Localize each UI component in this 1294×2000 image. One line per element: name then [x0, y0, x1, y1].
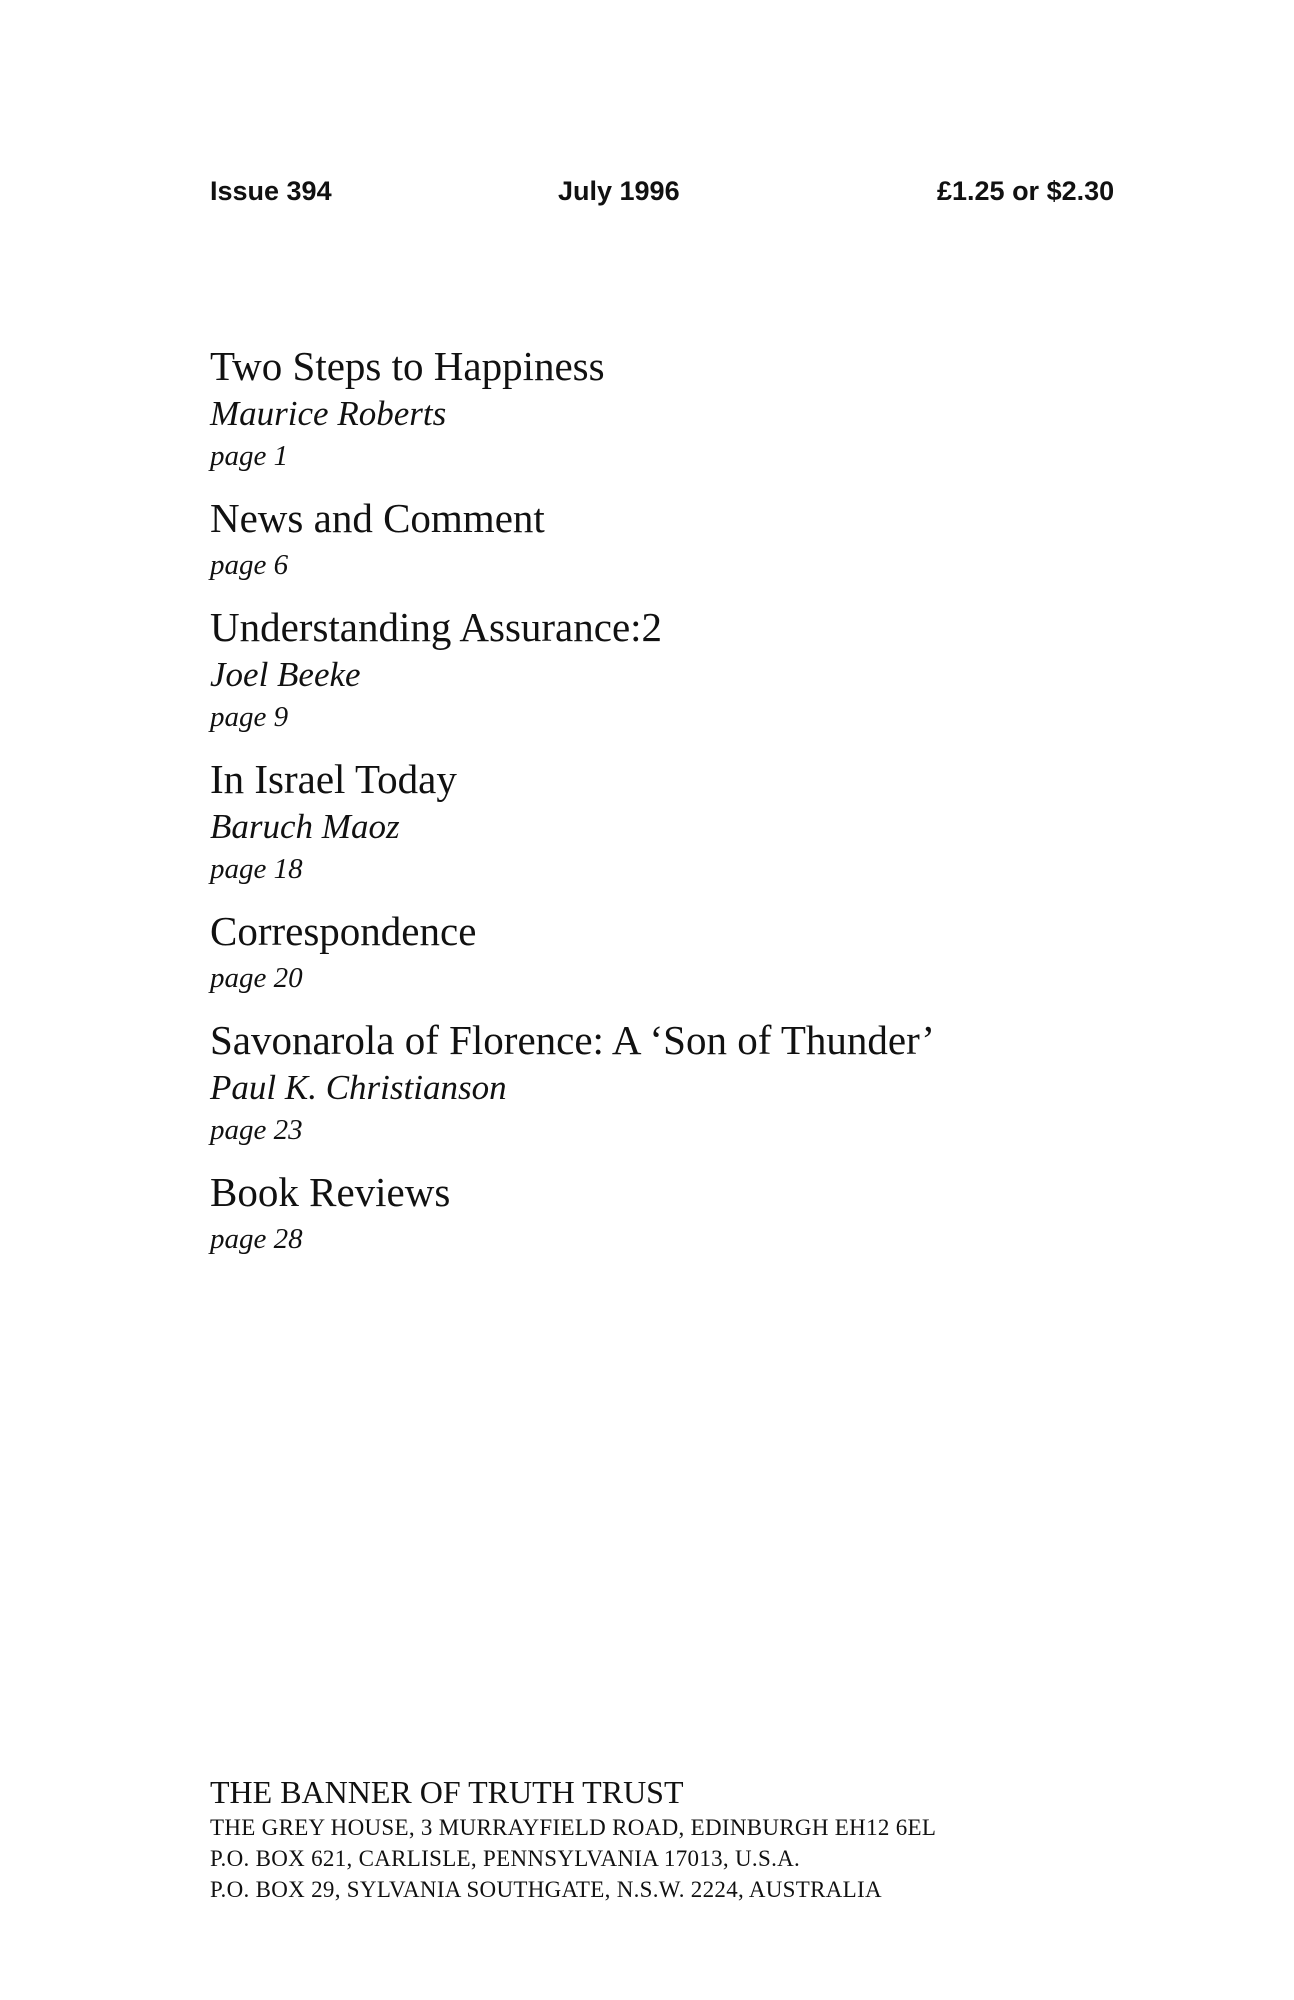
issue-price: £1.25 or $2.30 [937, 176, 1115, 206]
article-title: Correspondence [210, 908, 477, 954]
article-author: Maurice Roberts [210, 394, 447, 433]
article-page: page 23 [210, 1114, 303, 1146]
publisher-address-australia: P.O. BOX 29, SYLVANIA SOUTHGATE, N.S.W. 2224, AUSTRALIA [210, 1877, 882, 1902]
article-page: page 6 [210, 549, 289, 581]
article-page: page 28 [210, 1223, 303, 1255]
article-title: Savonarola of Florence: A ‘Son of Thunder’ [210, 1017, 935, 1063]
contents-entry [210, 601, 1210, 738]
article-page: page 9 [210, 701, 289, 733]
contents-entry [210, 1166, 1210, 1260]
article-author: Baruch Maoz [210, 807, 400, 846]
article-title: Book Reviews [210, 1169, 451, 1215]
contents-entry [210, 340, 1210, 477]
table-of-contents [210, 340, 1210, 1275]
article-page: page 18 [210, 853, 303, 885]
article-author: Joel Beeke [210, 655, 361, 694]
article-title: Understanding Assurance:2 [210, 604, 663, 650]
publisher-address-edinburgh: THE GREY HOUSE, 3 MURRAYFIELD ROAD, EDINBURGH EH12 6EL [210, 1815, 937, 1840]
issue-date: July 1996 [558, 176, 680, 206]
publisher-block [210, 1772, 1210, 1905]
article-title: In Israel Today [210, 756, 457, 802]
publisher-name: THE BANNER OF TRUTH TRUST [210, 1774, 684, 1810]
issue-header [0, 176, 1294, 216]
article-author: Paul K. Christianson [210, 1068, 507, 1107]
article-page: page 20 [210, 962, 303, 994]
contents-entry [210, 492, 1210, 586]
contents-entry [210, 905, 1210, 999]
contents-entry [210, 753, 1210, 890]
publisher-address-carlisle: P.O. BOX 621, CARLISLE, PENNSYLVANIA 17013, U.S.A. [210, 1846, 801, 1871]
article-title: News and Comment [210, 495, 545, 541]
article-page: page 1 [210, 440, 289, 472]
contents-entry [210, 1014, 1210, 1151]
issue-number: Issue 394 [210, 176, 332, 206]
article-title: Two Steps to Happiness [210, 343, 605, 389]
